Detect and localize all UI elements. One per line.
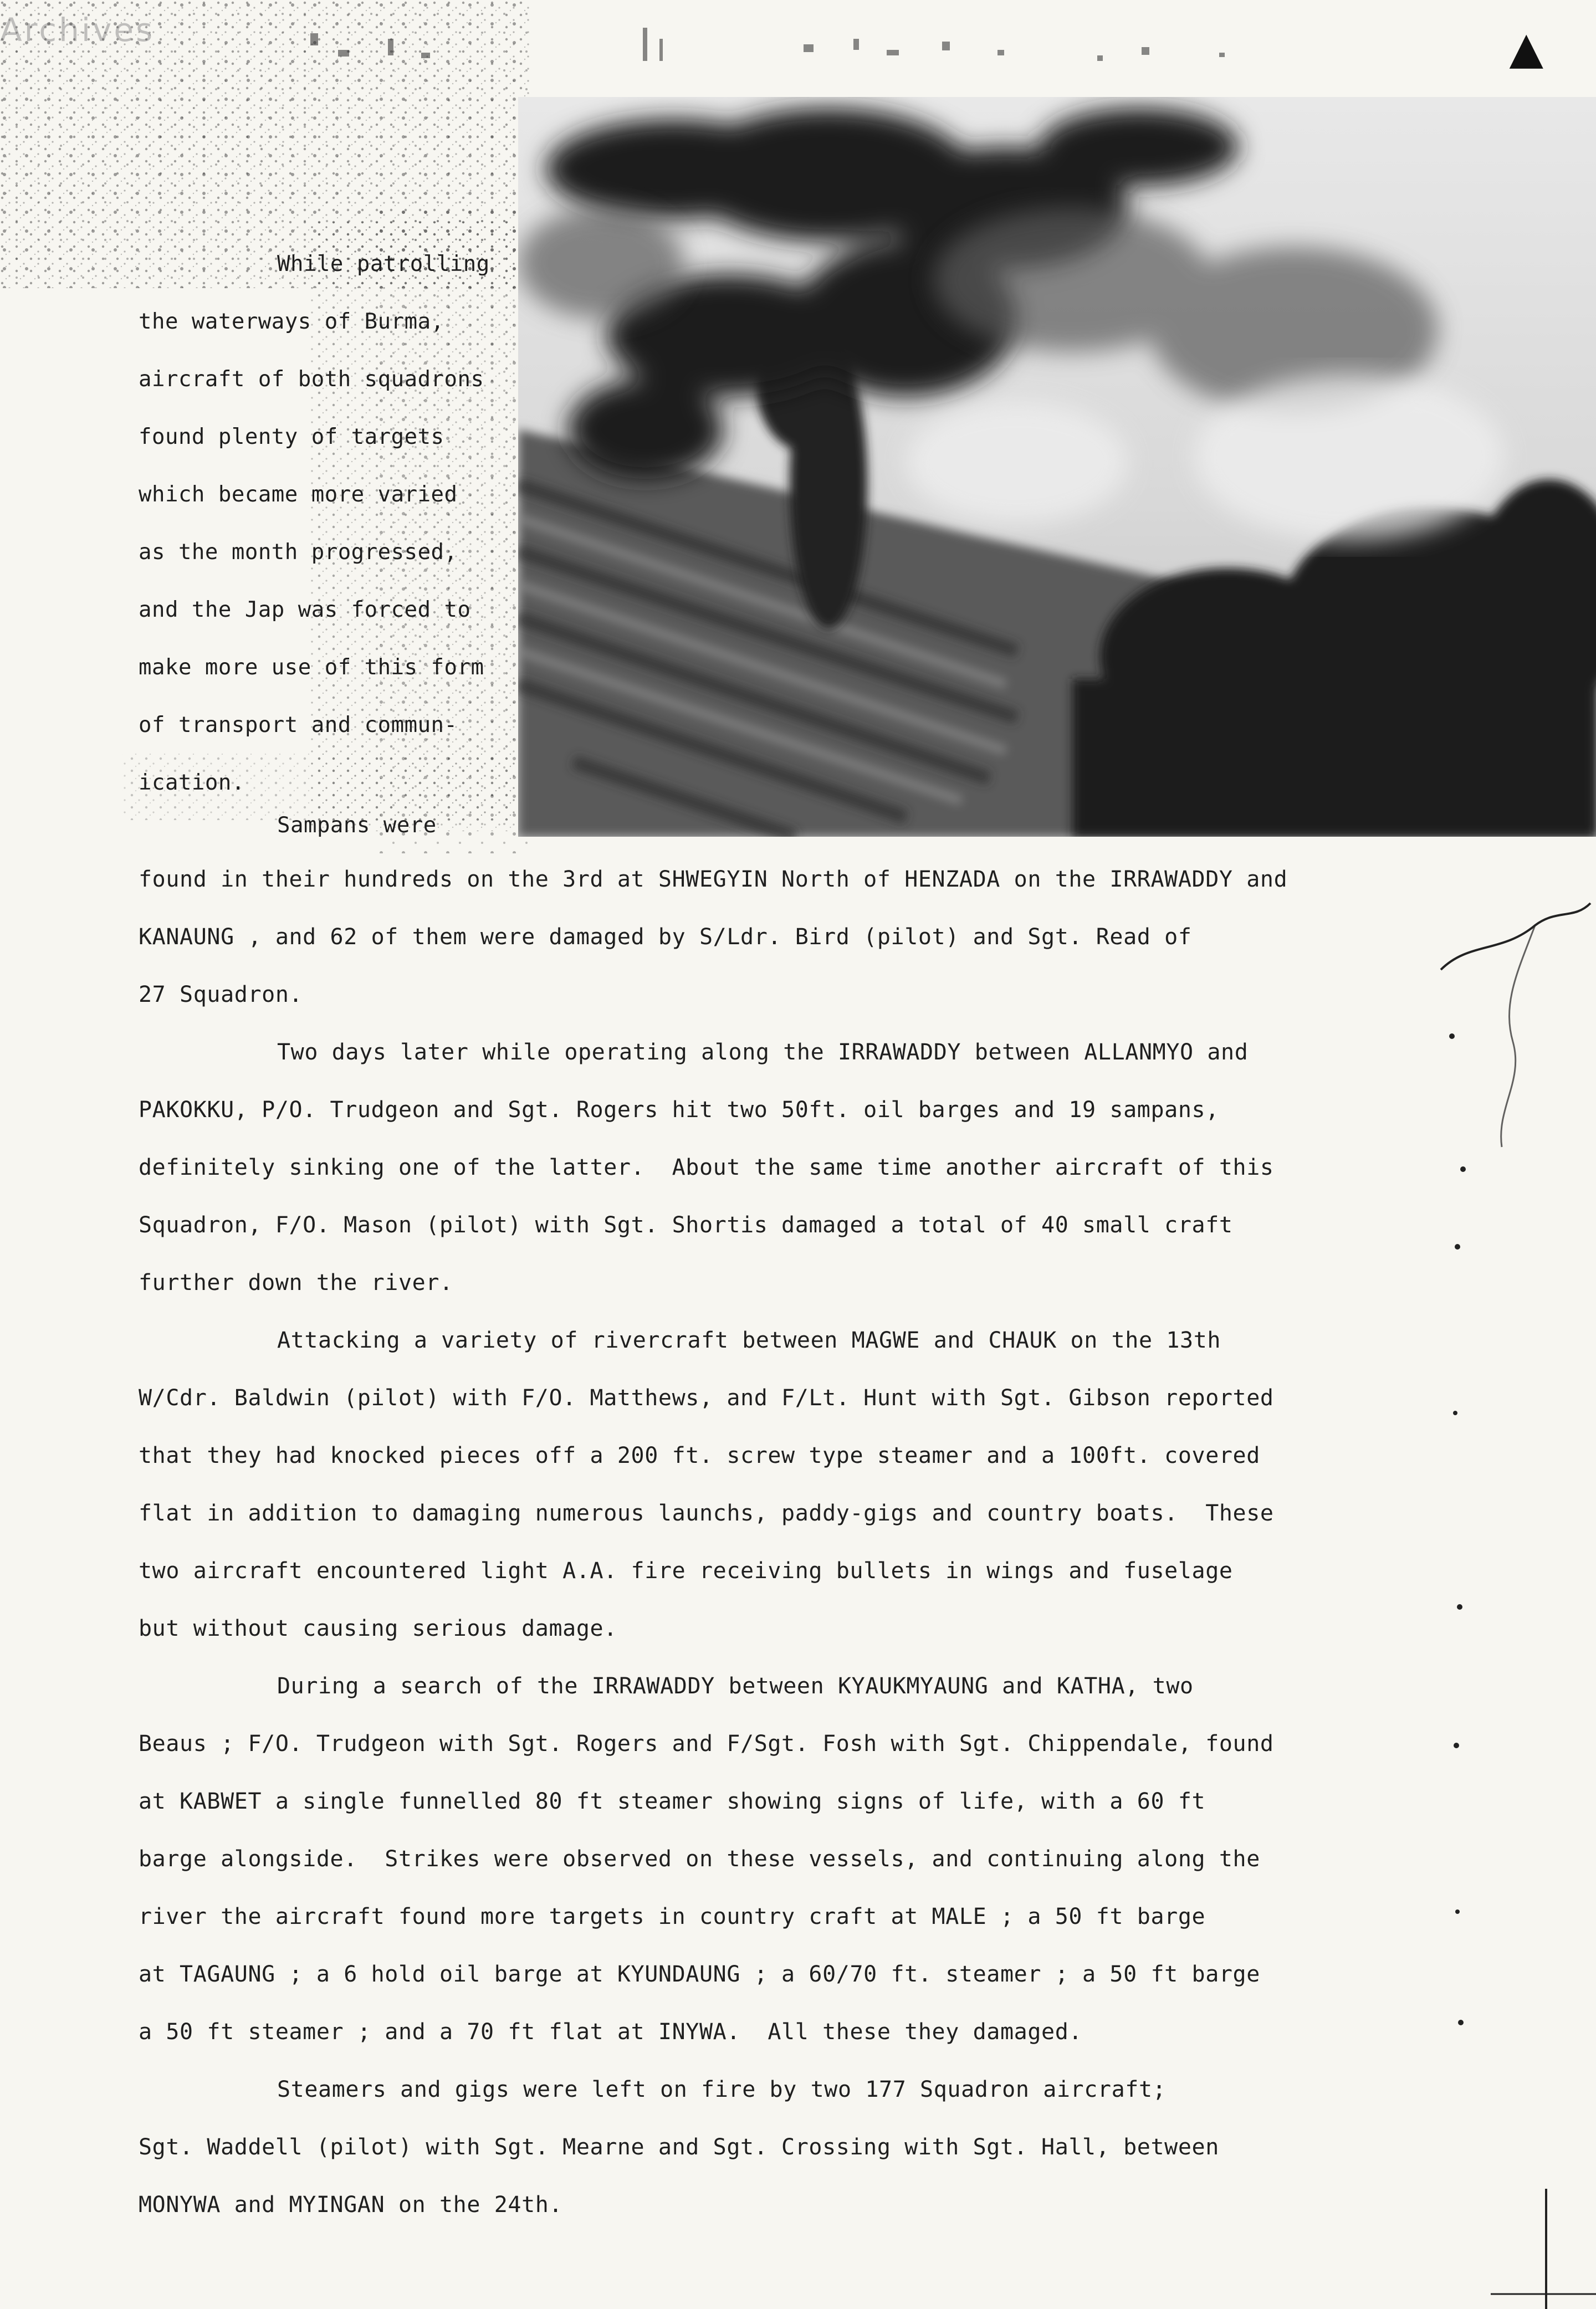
- text-line: W/Cdr. Baldwin (pilot) with F/O. Matthews, and F/Lt. Hunt with Sgt. Gibson reported: [139, 1385, 1274, 1411]
- text-line: Steamers and gigs were left on fire by two 177 Squadron aircraft;: [277, 2077, 1167, 2102]
- corner-mark: ▲: [1509, 22, 1543, 74]
- text-line: KANAUNG , and 62 of them were damaged by S/Ldr. Bird (pilot) and Sgt. Read of: [139, 924, 1192, 950]
- text-line: at TAGAUNG ; a 6 hold oil barge at KYUNDAUNG ; a 60/70 ft. steamer ; a 50 ft barge: [139, 1962, 1260, 1987]
- paragraph-sampans: [139, 851, 1358, 1023]
- text-line: 27 Squadron.: [139, 982, 303, 1007]
- text-line: that they had knocked pieces off a 200 ft. screw type steamer and a 100ft. covered: [139, 1443, 1260, 1468]
- intro-line: While patrolling: [277, 252, 490, 277]
- intro-line: the waterways of Burma,: [139, 309, 444, 334]
- text-line: but without causing serious damage.: [139, 1616, 617, 1641]
- text-line: During a search of the IRRAWADDY between KYAUKMYAUNG and KATHA, two: [277, 1673, 1194, 1699]
- text-line: barge alongside. Strikes were observed on these vessels, and continuing along the: [139, 1846, 1260, 1872]
- text-line: flat in addition to damaging numerous launchs, paddy-gigs and country boats. These: [139, 1501, 1274, 1526]
- text-line: definitely sinking one of the latter. About the same time another aircraft of this: [139, 1155, 1274, 1180]
- text-line: Two days later while operating along the IRRAWADDY between ALLANMYO and: [277, 1040, 1249, 1065]
- intro-line: of transport and commun-: [139, 713, 458, 738]
- text-line: Sgt. Waddell (pilot) with Sgt. Mearne and Sgt. Crossing with Sgt. Hall, between: [139, 2134, 1219, 2160]
- intro-column: [139, 235, 515, 839]
- intro-line: as the month progressed,: [139, 540, 458, 565]
- intro-line: and the Jap was forced to: [139, 597, 471, 622]
- intro-line: aircraft of both squadrons: [139, 367, 484, 392]
- text-line: a 50 ft steamer ; and a 70 ft flat at INYWA. All these they damaged.: [139, 2019, 1083, 2045]
- paragraph-two-days-later: [139, 1023, 1358, 1312]
- text-line: PAKOKKU, P/O. Trudgeon and Sgt. Rogers hit two 50ft. oil barges and 19 sampans,: [139, 1097, 1219, 1123]
- text-line: at KABWET a single funnelled 80 ft steamer showing signs of life, with a 60 ft: [139, 1789, 1206, 1814]
- paragraph-attacking-rivercraft: [139, 1312, 1358, 1657]
- intro-line: make more use of this form: [139, 655, 484, 680]
- text-line: MONYWA and MYINGAN on the 24th.: [139, 2192, 563, 2218]
- torn-edge-mark: [1435, 859, 1596, 2309]
- text-line: Squadron, F/O. Mason (pilot) with Sgt. Shortis damaged a total of 40 small craft: [139, 1212, 1233, 1238]
- text-line: Attacking a variety of rivercraft between MAGWE and CHAUK on the 13th: [277, 1328, 1221, 1353]
- text-line: two aircraft encountered light A.A. fire receiving bullets in wings and fuselage: [139, 1558, 1233, 1584]
- body-text: [139, 851, 1358, 2234]
- intro-line: ication.: [139, 770, 245, 795]
- text-line: found in their hundreds on the 3rd at SHWEGYIN North of HENZADA on the IRRAWADDY and: [139, 867, 1288, 892]
- intro-line: which became more varied: [139, 482, 458, 507]
- paragraph-search-irrawaddy: [139, 1657, 1358, 2061]
- intro-line: found plenty of targets: [139, 424, 444, 449]
- text-line: Beaus ; F/O. Trudgeon with Sgt. Rogers and F/Sgt. Fosh with Sgt. Chippendale, found: [139, 1731, 1274, 1757]
- text-line: river the aircraft found more targets in country craft at MALE ; a 50 ft barge: [139, 1904, 1206, 1929]
- text-line: further down the river.: [139, 1270, 453, 1296]
- photograph-burning-rivercraft: [518, 97, 1596, 837]
- paragraph-steamers-on-fire: [139, 2061, 1358, 2234]
- intro-line: Sampans were: [277, 813, 437, 838]
